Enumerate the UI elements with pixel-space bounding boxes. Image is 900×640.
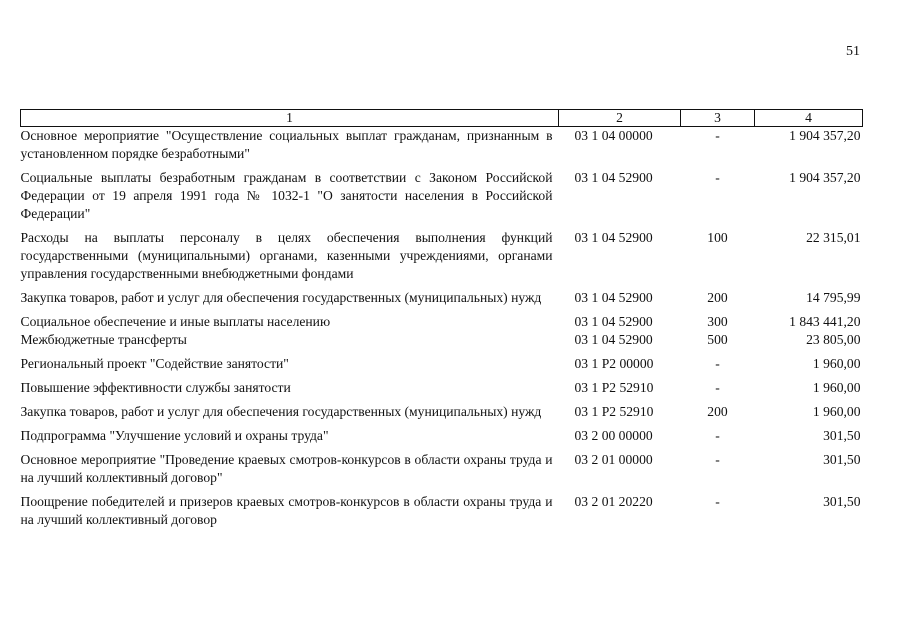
row-code: 03 1 04 00000 xyxy=(574,128,653,143)
table-row xyxy=(21,313,863,331)
row-type: 500 xyxy=(707,332,728,347)
row-amount: 1 904 357,20 xyxy=(789,128,861,143)
row-amount: 301,50 xyxy=(823,452,861,467)
header-col-3: 3 xyxy=(681,110,755,127)
row-name: Региональный проект "Содействие занятости" xyxy=(20,356,289,371)
row-type: - xyxy=(715,428,720,443)
row-type: - xyxy=(715,452,720,467)
row-type: 200 xyxy=(707,290,728,305)
row-name: Межбюджетные трансферты xyxy=(20,332,187,347)
row-code: 03 1 04 52900 xyxy=(574,332,653,347)
row-code: 03 1 P2 52910 xyxy=(574,380,654,395)
row-code: 03 1 P2 52910 xyxy=(574,404,654,419)
row-type: 300 xyxy=(707,314,728,329)
row-code: 03 1 04 52900 xyxy=(574,170,653,185)
row-type: - xyxy=(715,380,720,395)
row-amount: 1 960,00 xyxy=(812,380,861,395)
table-row xyxy=(21,427,863,451)
row-code: 03 2 01 20220 xyxy=(574,494,653,509)
row-name: Расходы на выплаты персоналу в целях обеспечения выполнения функций государственными (муниципальными) органами, казенными учреждениями, органами управления государственными внебюджетными фондами xyxy=(20,230,553,281)
row-amount: 1 960,00 xyxy=(812,356,861,371)
row-code: 03 2 01 00000 xyxy=(574,452,653,467)
row-code: 03 1 P2 00000 xyxy=(574,356,654,371)
table-row xyxy=(21,169,863,229)
row-type: - xyxy=(715,494,720,509)
table-header-row xyxy=(21,110,863,127)
row-name: Подпрограмма "Улучшение условий и охраны труда" xyxy=(20,428,329,443)
row-name: Закупка товаров, работ и услуг для обеспечения государственных (муниципальных) нужд xyxy=(20,404,542,419)
table-row xyxy=(21,289,863,313)
row-name: Основное мероприятие "Осуществление социальных выплат гражданам, признанным в установленном порядке безработными" xyxy=(20,128,553,161)
row-amount: 1 843 441,20 xyxy=(789,314,861,329)
header-col-2: 2 xyxy=(559,110,681,127)
row-type: 200 xyxy=(707,404,728,419)
table-row xyxy=(21,127,863,170)
row-type: - xyxy=(715,128,720,143)
table-row xyxy=(21,229,863,289)
row-name: Социальное обеспечение и иные выплаты населению xyxy=(20,314,331,329)
row-amount: 301,50 xyxy=(823,428,861,443)
header-col-1: 1 xyxy=(21,110,559,127)
table-row xyxy=(21,451,863,493)
row-amount: 23 805,00 xyxy=(806,332,861,347)
row-name: Основное мероприятие "Проведение краевых смотров-конкурсов в области охраны труда и на лучший коллективный договор" xyxy=(20,452,553,485)
row-name: Закупка товаров, работ и услуг для обеспечения государственных (муниципальных) нужд xyxy=(20,290,542,305)
row-type: 100 xyxy=(707,230,728,245)
row-name: Поощрение победителей и призеров краевых смотров-конкурсов в области охраны труда и на лучший коллективный договор xyxy=(20,494,553,527)
table-row xyxy=(21,379,863,403)
header-col-4: 4 xyxy=(755,110,863,127)
row-name: Повышение эффективности службы занятости xyxy=(20,380,291,395)
row-amount: 22 315,01 xyxy=(806,230,861,245)
row-type: - xyxy=(715,356,720,371)
row-amount: 1 960,00 xyxy=(812,404,861,419)
page-number: 51 xyxy=(846,44,860,59)
row-code: 03 1 04 52900 xyxy=(574,290,653,305)
row-name: Социальные выплаты безработным гражданам в соответствии с Законом Российской Федерации от 19 апреля 1991 года № 1032-1 "О занятости населения в Российской Федерации" xyxy=(20,170,553,221)
row-type: - xyxy=(715,170,720,185)
row-amount: 14 795,99 xyxy=(806,290,861,305)
budget-table xyxy=(20,109,863,529)
row-amount: 1 904 357,20 xyxy=(789,170,861,185)
row-amount: 301,50 xyxy=(823,494,861,509)
table-row xyxy=(21,493,863,529)
table-row xyxy=(21,355,863,379)
table-row xyxy=(21,403,863,427)
row-code: 03 2 00 00000 xyxy=(574,428,653,443)
table-row xyxy=(21,331,863,355)
row-code: 03 1 04 52900 xyxy=(574,314,653,329)
row-code: 03 1 04 52900 xyxy=(574,230,653,245)
